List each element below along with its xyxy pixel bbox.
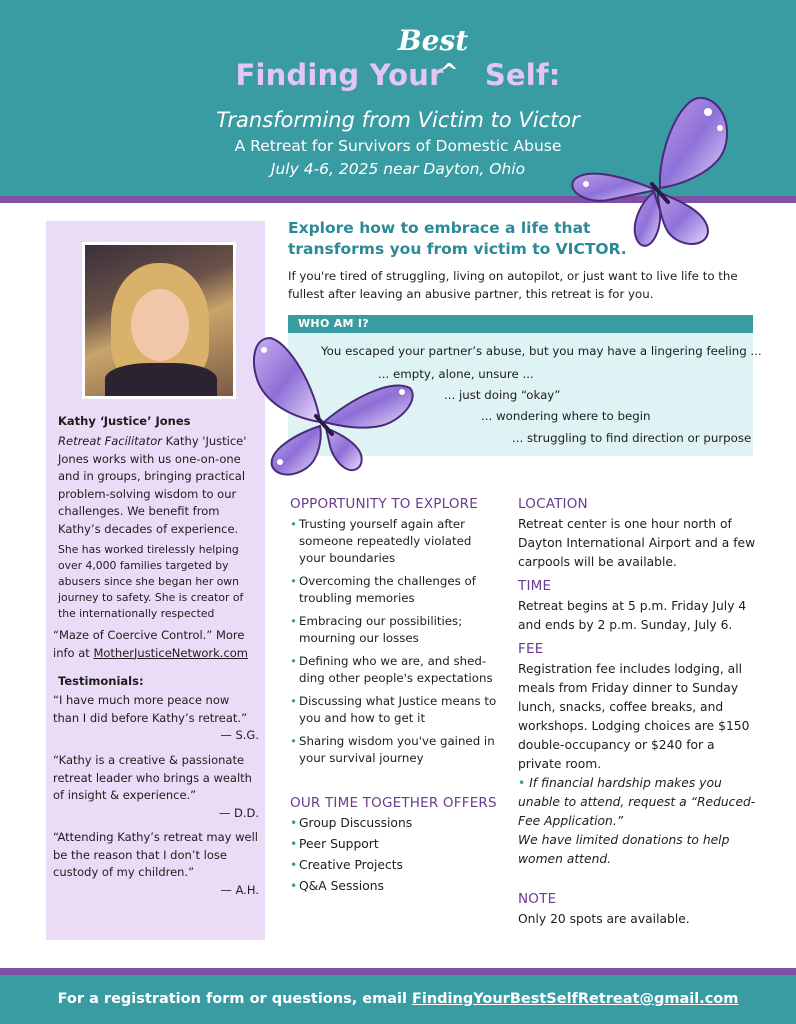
list-item: • Sharing wisdom you've gained in your survival journey — [290, 734, 495, 765]
main-headline: Explore how to embrace a life that transforms you from victim to VICTOR. — [288, 219, 627, 258]
testimonial — [53, 692, 259, 745]
testimonial-text: “Kathy is a creative & passionate retreat leader who brings a wealth of insight & experience.” — [53, 753, 252, 802]
list-item: • Q&A Sessions — [290, 879, 384, 893]
fee-hardship — [518, 774, 758, 869]
footer-contact — [0, 991, 796, 1007]
offers-list — [290, 815, 500, 899]
who-am-i-heading: WHO AM I? — [298, 317, 369, 330]
list-item: • Embracing our possibilities; mourning our losses — [290, 614, 463, 645]
fee-heading: FEE — [518, 641, 544, 657]
fee-donations: We have limited donations to help women attend. — [518, 833, 730, 866]
list-item: • Trusting yourself again after someone repeatedly violated your boundaries — [290, 517, 472, 565]
intro-paragraph: If you're tired of struggling, living on autopilot, or just want to live life to the fullest after leaving an abusive partner, this retreat is for you. — [288, 269, 738, 301]
facilitator-photo — [82, 242, 236, 399]
list-item: • Defining who we are, and shed-ding other people's expectations — [290, 654, 493, 685]
event-date-place: July 4-6, 2025 near Dayton, Ohio — [270, 160, 526, 178]
location-text: Retreat center is one hour north of Dayton International Airport and a few carpools will be available. — [518, 517, 756, 569]
testimonials-heading: Testimonials: — [58, 674, 144, 688]
feeling-line: ... struggling to find direction or purpose — [512, 431, 752, 445]
fee-text: Registration fee includes lodging, all meals from Friday dinner to Sunday lunch, snacks, coffee breaks, and workshops. Lodging choices are $150 double-occupancy or $240 for a private room. — [518, 662, 750, 771]
feeling-line: ... wondering where to begin — [481, 409, 651, 423]
title-suffix: Self: — [484, 58, 561, 92]
testimonial-text: “Attending Kathy’s retreat may well be the reason that I don’t lose custody of my children.” — [53, 830, 258, 879]
opportunity-list — [290, 516, 500, 773]
testimonial-attribution: — A.H. — [220, 882, 259, 897]
mother-justice-link[interactable]: MotherJusticeNetwork.com — [93, 645, 249, 660]
facilitator-bio-text: Kathy 'Justice' Jones works with us one-on-one and in groups, bringing practical problem-solving wisdom to our challenges. We benefit from Kathy’s decades of experience. — [58, 434, 247, 536]
testimonial — [53, 752, 259, 822]
list-item: • Creative Projects — [290, 858, 403, 872]
bio-end-text: “Maze of Coercive Control.” More info at — [53, 628, 245, 660]
feeling-line: ... just doing “okay” — [444, 388, 561, 402]
testimonial — [53, 829, 259, 899]
page-title — [0, 58, 796, 92]
time-heading: TIME — [518, 578, 552, 594]
tagline: A Retreat for Survivors of Domestic Abuse — [234, 137, 562, 155]
facilitator-role: Retreat Facilitator — [58, 434, 162, 448]
testimonial-attribution: — S.G. — [220, 728, 259, 742]
facilitator-bio-end — [53, 627, 261, 662]
time-text: Retreat begins at 5 p.m. Friday July 4 and ends by 2 p.m. Sunday, July 6. — [518, 599, 747, 632]
location-heading: LOCATION — [518, 496, 588, 512]
footer-divider — [0, 968, 796, 975]
facilitator-name: Kathy ‘Justice’ Jones — [58, 414, 191, 428]
note-heading: NOTE — [518, 891, 557, 907]
facilitator-bio-small: She has worked tirelessly helping over 4,000 families targeted by abusers since she began her own journey to safety. She is creator of the internationally respected — [58, 543, 244, 620]
butterfly-icon — [250, 330, 420, 480]
title-caret: ^ — [440, 60, 459, 85]
feeling-line: You escaped your partner’s abuse, but you may have a lingering feeling ... — [321, 344, 762, 358]
list-item: • Group Discussions — [290, 816, 413, 830]
opportunity-heading: OPPORTUNITY TO EXPLORE — [290, 496, 478, 512]
testimonial-text: “I have much more peace now than I did before Kathy’s retreat.” — [53, 693, 248, 725]
offers-heading: OUR TIME TOGETHER OFFERS — [290, 795, 497, 811]
title-best-word: Best — [398, 24, 469, 57]
fee-hardship-text: If financial hardship makes you unable to attend, request a “Reduced-Fee Application.” — [518, 776, 756, 828]
email-link[interactable]: FindingYourBestSelfRetreat@gmail.com — [411, 991, 739, 1007]
list-item: • Discussing what Justice means to you and how to get it — [290, 694, 497, 725]
facilitator-bio — [58, 433, 258, 538]
note-text: Only 20 spots are available. — [518, 912, 690, 926]
list-item: • Overcoming the challenges of troubling memories — [290, 574, 476, 605]
feeling-line: ... empty, alone, unsure ... — [378, 367, 534, 381]
title-prefix: Finding Your — [235, 58, 444, 92]
footer — [0, 975, 796, 1024]
testimonial-attribution: — D.D. — [218, 805, 259, 820]
fee-bullet: • — [518, 776, 526, 790]
footer-text: For a registration form or questions, email — [57, 991, 412, 1007]
list-item: • Peer Support — [290, 837, 379, 851]
subtitle: Transforming from Victim to Victor — [216, 108, 580, 132]
